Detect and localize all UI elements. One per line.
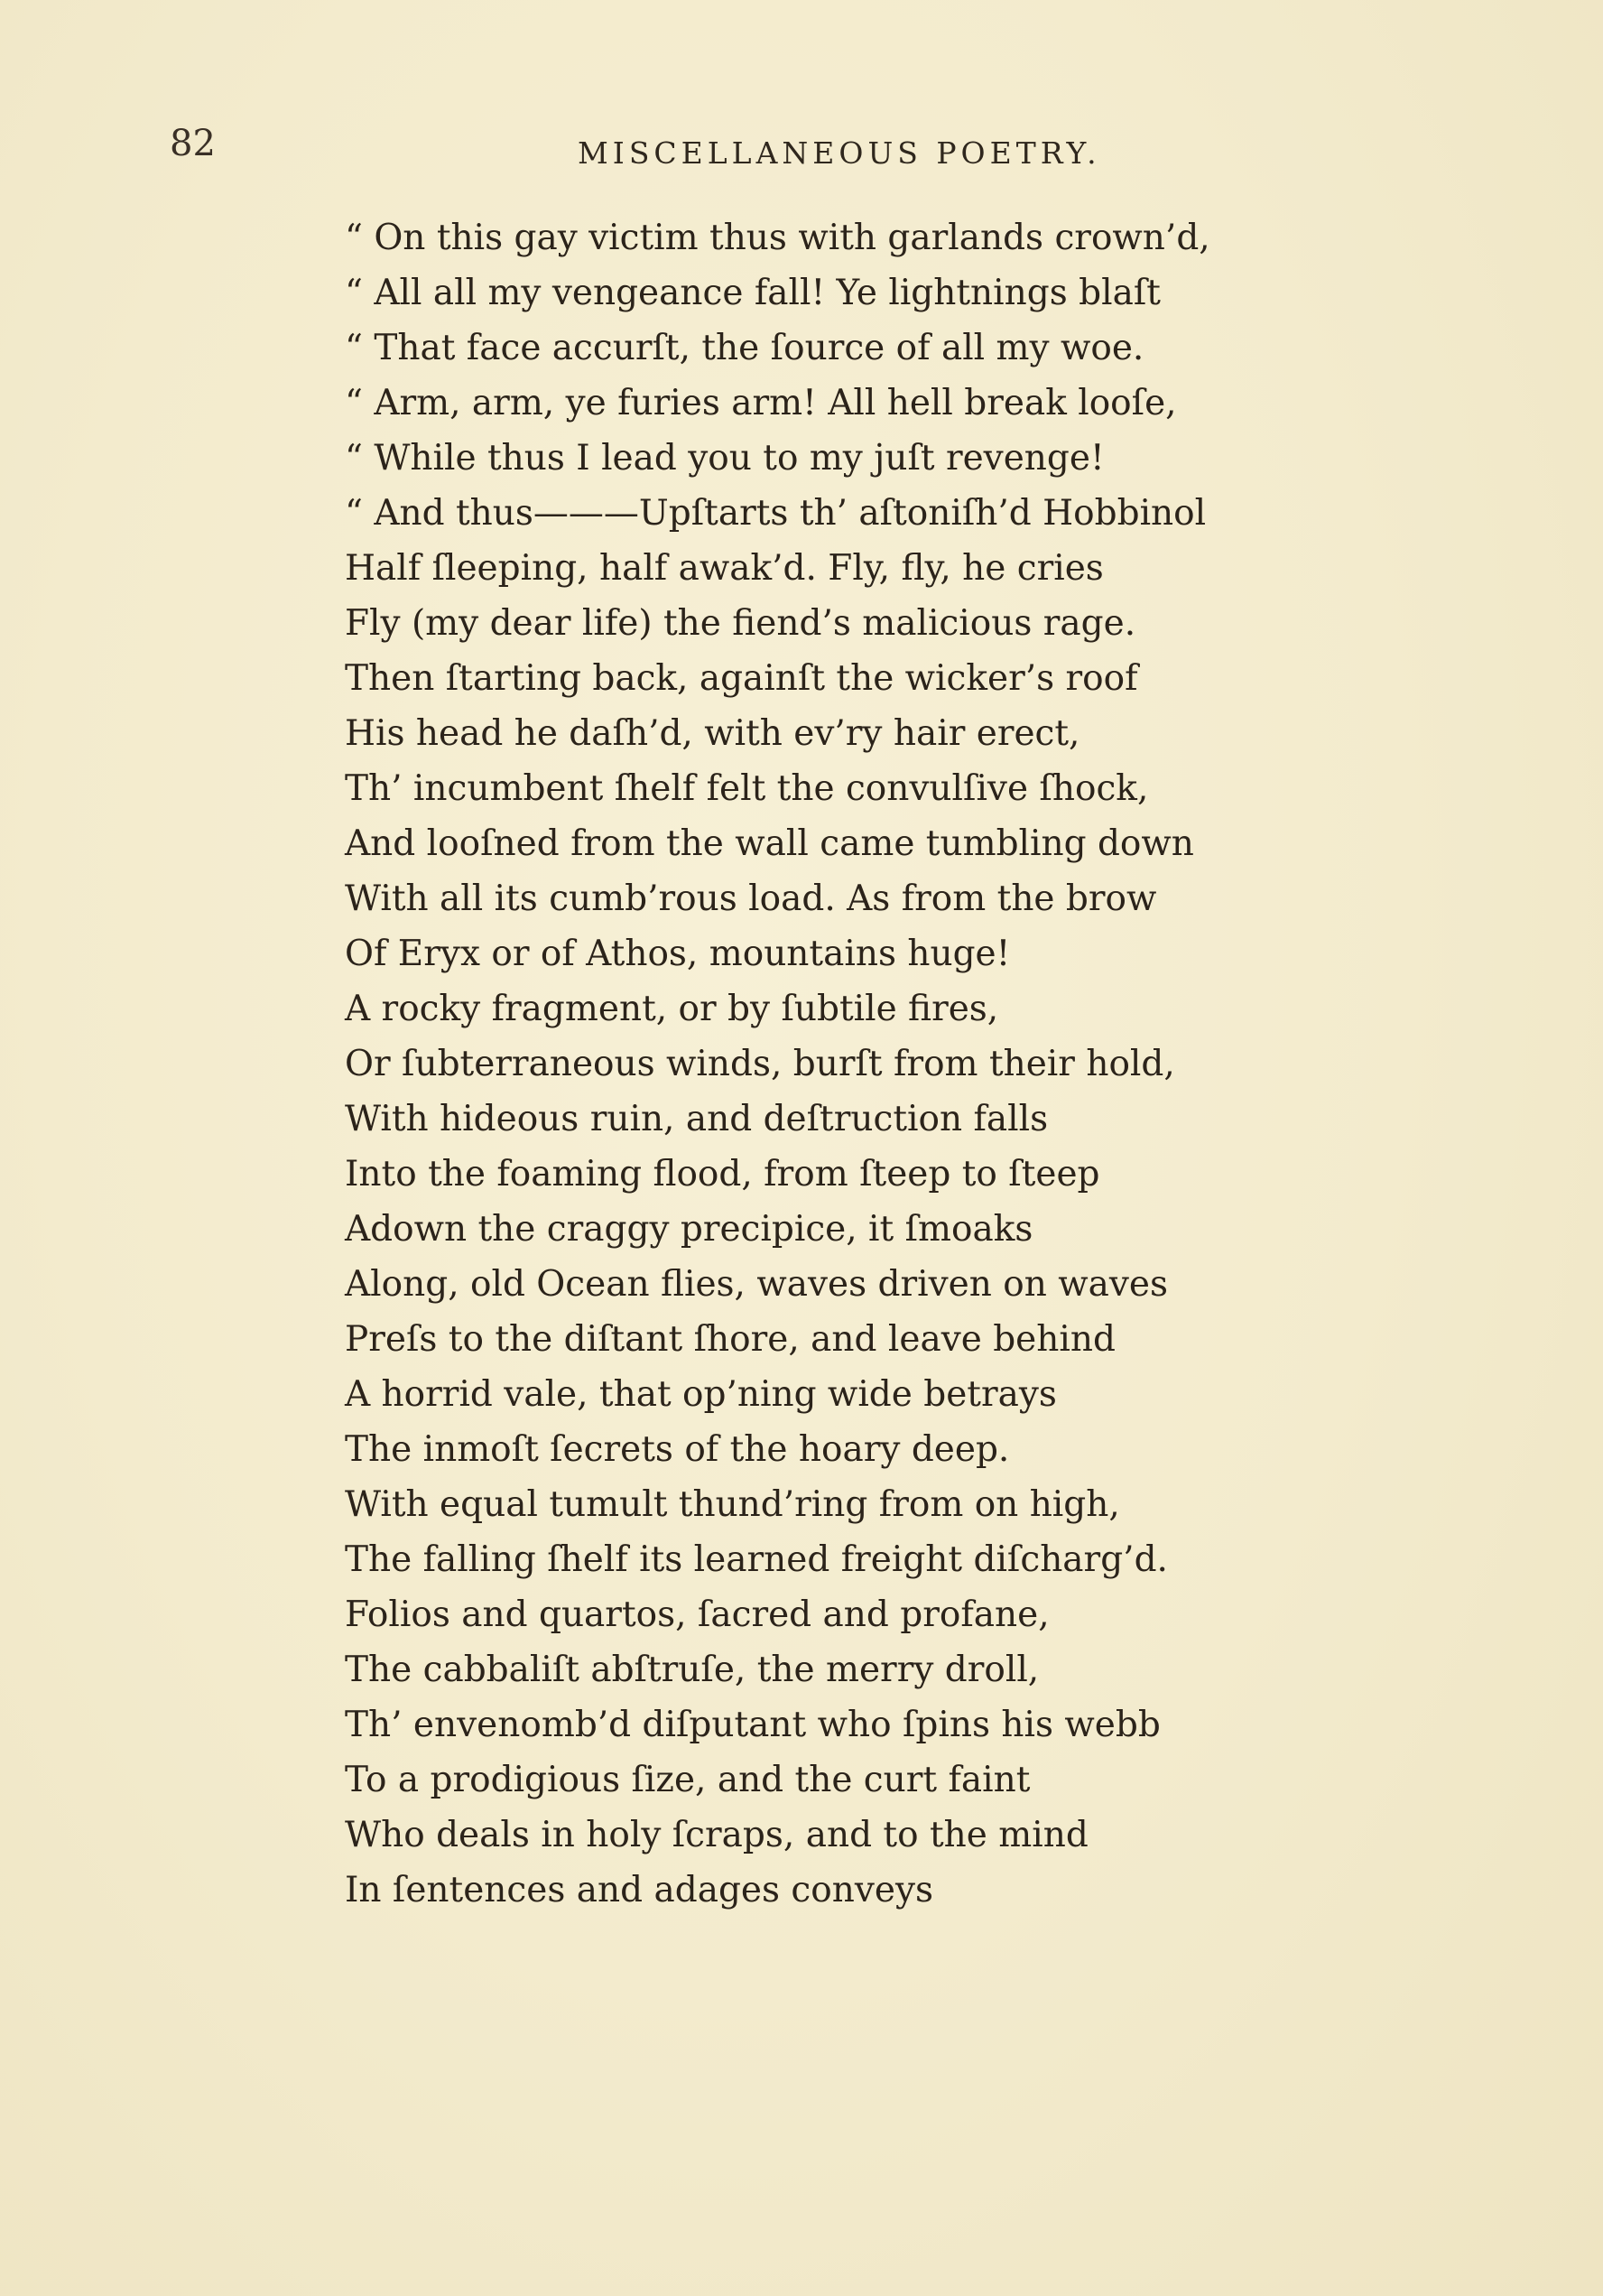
- poem-line: With equal tumult thund’ring from on high,: [345, 1484, 1120, 1525]
- poem-line: A rocky fragment, or by ſubtile fires,: [345, 989, 999, 1029]
- poem-line: Who deals in holy ſcraps, and to the mind: [345, 1815, 1089, 1855]
- poem-line: Then ſtarting back, againſt the wicker’s roof: [345, 658, 1138, 699]
- poem-line: “ Arm, arm, ye furies arm! All hell break looſe,: [345, 383, 1177, 423]
- poem-line: Of Eryx or of Athos, mountains huge!: [345, 934, 1011, 974]
- poem-line: With hideous ruin, and deſtruction falls: [345, 1099, 1049, 1139]
- poem-line: Half ſleeping, half awak’d. Fly, fly, he cries: [345, 548, 1104, 589]
- poem-line: The cabbaliſt abſtruſe, the merry droll,: [345, 1650, 1040, 1690]
- poem-line: Into the foaming flood, from ſteep to ſteep: [345, 1154, 1100, 1194]
- poem-line: To a prodigious ſize, and the curt faint: [345, 1760, 1031, 1800]
- poem-line: In ſentences and adages conveys: [345, 1870, 934, 1910]
- running-head: MISCELLANEOUS POETRY.: [578, 135, 1101, 171]
- poem-line: “ All all my vengeance fall! Ye lightnings blaſt: [345, 273, 1161, 313]
- poem-line: Folios and quartos, ſacred and profane,: [345, 1594, 1050, 1635]
- poem-line: “ While thus I lead you to my juſt revenge!: [345, 438, 1105, 479]
- poem-line: Th’ envenomb’d diſputant who ſpins his webb: [345, 1705, 1161, 1745]
- poem-line: A horrid vale, that op’ning wide betrays: [345, 1374, 1057, 1415]
- poem-line: The falling ſhelf its learned freight diſcharg’d.: [345, 1539, 1168, 1580]
- poem-line: And looſned from the wall came tumbling down: [345, 823, 1194, 864]
- poem-line: Along, old Ocean flies, waves driven on waves: [345, 1264, 1168, 1305]
- poem-line: “ On this gay victim thus with garlands crown’d,: [345, 218, 1210, 258]
- poem-line: Or ſubterraneous winds, burſt from their hold,: [345, 1044, 1175, 1084]
- page-number: 82: [170, 123, 216, 164]
- poem-text: [345, 210, 1302, 1918]
- poem-line: Th’ incumbent ſhelf felt the convulſive ſhock,: [345, 768, 1149, 809]
- poem-line: His head he daſh’d, with ev’ry hair erect,: [345, 713, 1080, 754]
- poem-line: Preſs to the diſtant ſhore, and leave behind: [345, 1319, 1116, 1360]
- poem-line: “ And thus———Upſtarts th’ aſtoniſh’d Hobbinol: [345, 493, 1207, 534]
- poem-line: Adown the craggy precipice, it ſmoaks: [345, 1209, 1033, 1250]
- poem-line: Fly (my dear life) the fiend’s malicious rage.: [345, 603, 1136, 644]
- poem-line: “ That face accurſt, the ſource of all my woe.: [345, 328, 1144, 368]
- poem-line: The inmoſt ſecrets of the hoary deep.: [345, 1429, 1010, 1470]
- poem-line: With all its cumb’rous load. As from the brow: [345, 878, 1157, 919]
